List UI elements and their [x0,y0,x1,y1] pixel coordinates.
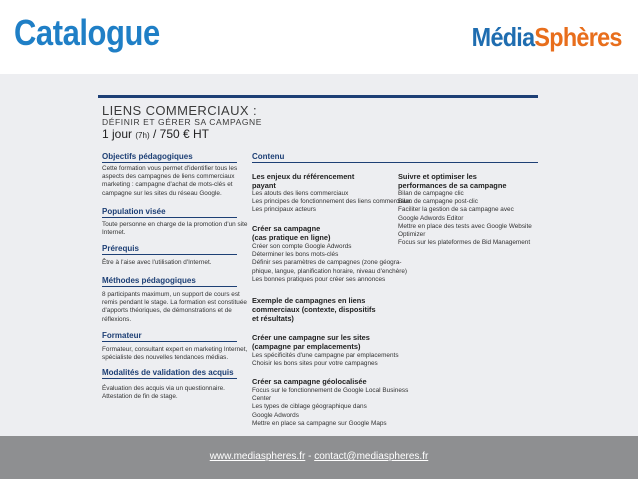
text-line: Les spécificités d'une campagne par emplacements [252,352,399,359]
contenu-section-emplacements-text [252,352,399,368]
text-line: Cette formation vous permet d'identifier tous les [102,165,238,172]
text-line: Créer son compte Google Adwords [252,243,352,250]
section-title-line: (campagne par emplacements) [252,342,361,351]
text-line: Faciliter la gestion de sa campagne avec [398,206,514,214]
prerequis-heading: Prérequis [102,244,139,253]
text-line: d'apports théoriques, de démonstrations et de [102,307,232,315]
text-line: Les types de ciblage géographique dans [252,403,367,411]
text-line: Définir ses paramètres de campagnes (zone géogra- [252,259,402,267]
text-line: Google Adwords Editor [398,214,464,222]
text-line: réflexions. [102,315,132,323]
text-line: Bilan de campagne post-clic [398,198,478,206]
logo-part-spheres: Sphères [534,22,622,52]
methodes-heading: Méthodes pédagogiques [102,276,196,285]
contenu-section-enjeux-title [252,172,354,190]
course-meta [102,127,209,141]
objectifs-divider [102,162,237,163]
mediaspheres-logo [472,22,622,53]
text-line: Focus sur le fonctionnement de Google Local Business [252,387,409,394]
course-subtitle: DÉFINIR ET GÉRER SA CAMPAGNE [102,117,263,127]
methodes-divider [102,286,237,287]
footer-separator: - [305,451,315,462]
section-title-line: Créer une campagne sur les sites [252,333,370,342]
text-line: Déterminer les bons mots-clés [252,251,339,259]
title-bar-divider [98,95,538,98]
text-line: marketing : campagne d'achat de mots-clés et [102,181,233,189]
course-hours: (7h) [135,131,150,140]
contenu-divider [252,162,538,163]
contenu-section-geolocalisee-text [252,387,408,428]
section-title-line: commerciaux (contexte, dispositifs [252,305,376,314]
contenu-section-enjeux-text [252,190,411,215]
text-line: Google Adwords [252,411,299,419]
text-line: Les atouts des liens commerciaux [252,190,349,197]
section-title-line: Les enjeux du référencement [252,172,355,181]
text-line: Optimizer [398,231,426,239]
text-line: Formateur, consultant expert en marketing Internet, [102,346,248,353]
contenu-heading: Contenu [252,152,285,161]
text-line: Les bonnes pratiques pour créer ses annonces [252,275,386,283]
text-line: aspects des campagnes de liens commerciaux [102,173,235,181]
text-line: campagne sur les sites du réseau Google. [102,189,222,197]
contenu-section-emplacements-title [252,333,370,351]
logo-part-media: Média [471,22,535,52]
catalogue-title: Catalogue [14,12,160,53]
text-line: Mettre en place sa campagne sur Google Maps [252,419,387,427]
course-price: 750 € HT [159,127,209,141]
prerequis-divider [102,254,237,255]
validation-divider [102,378,237,379]
prerequis-text [102,259,212,267]
section-title-line: Exemple de campagnes en liens [252,296,366,305]
course-meta-separator: / [152,127,157,141]
section-title-line: Créer sa campagne [252,224,321,233]
contenu-section-suivre-title [398,172,506,190]
formateur-heading: Formateur [102,331,142,340]
footer-contact [0,451,638,462]
contenu-section-exemple-title [252,296,376,323]
course-title: LIENS COMMERCIAUX : [102,103,257,118]
contenu-section-suivre-text [398,190,532,247]
text-line: phique, langue, planification horaire, niveau d'enchère) [252,267,408,275]
text-line: Mettre en place des tests avec Google Website [398,222,532,230]
text-line: Internet. [102,229,126,237]
population-heading: Population visée [102,207,166,216]
text-line: Focus sur les plateformes de Bid Management [398,239,531,247]
section-title-line: Créer sa campagne géolocalisée [252,377,367,386]
text-line: Center [252,395,272,403]
objectifs-text [102,165,237,198]
section-title-line: (cas pratique en ligne) [252,233,331,242]
formateur-divider [102,341,237,342]
text-line: remis pendant le stage. La formation est constituée [102,299,247,307]
contenu-section-geolocalisee-title [252,377,367,386]
text-line: Les principaux acteurs [252,206,316,214]
contenu-section-creer-text [252,243,407,284]
text-line: Être à l'aise avec l'utilisation d'Internet. [102,259,212,266]
text-line: Évaluation des acquis via un questionnaire. [102,385,225,392]
population-divider [102,217,237,218]
website-link[interactable]: www.mediaspheres.fr [209,451,306,462]
course-duration: 1 jour [102,127,133,141]
contenu-section-creer-title [252,224,330,242]
page-header [0,0,638,74]
formateur-text [102,346,247,362]
section-title-line: payant [252,181,276,190]
text-line: Choisir les bons sites pour votre campagnes [252,360,378,368]
section-title-line: et résultats) [252,314,294,323]
methodes-text [102,291,247,324]
section-title-line: Suivre et optimiser les [398,172,477,181]
section-title-line: performances de sa campagne [398,181,507,190]
email-link[interactable]: contact@mediaspheres.fr [314,451,429,462]
text-line: spécialiste des nouvelles tendances médias. [102,354,229,362]
text-line: Attestation de fin de stage. [102,393,178,401]
text-line: Bilan de campagne clic [398,190,464,197]
text-line: 8 participants maximum, un support de cours est [102,291,240,298]
text-line: Toute personne en charge de la promotion d'un site [102,221,248,228]
population-text [102,221,247,237]
text-line: Les principes de fonctionnement des liens commerciaux [252,198,411,206]
validation-text [102,385,225,401]
validation-heading: Modalités de validation des acquis [102,368,234,377]
objectifs-heading: Objectifs pédagogiques [102,152,193,161]
